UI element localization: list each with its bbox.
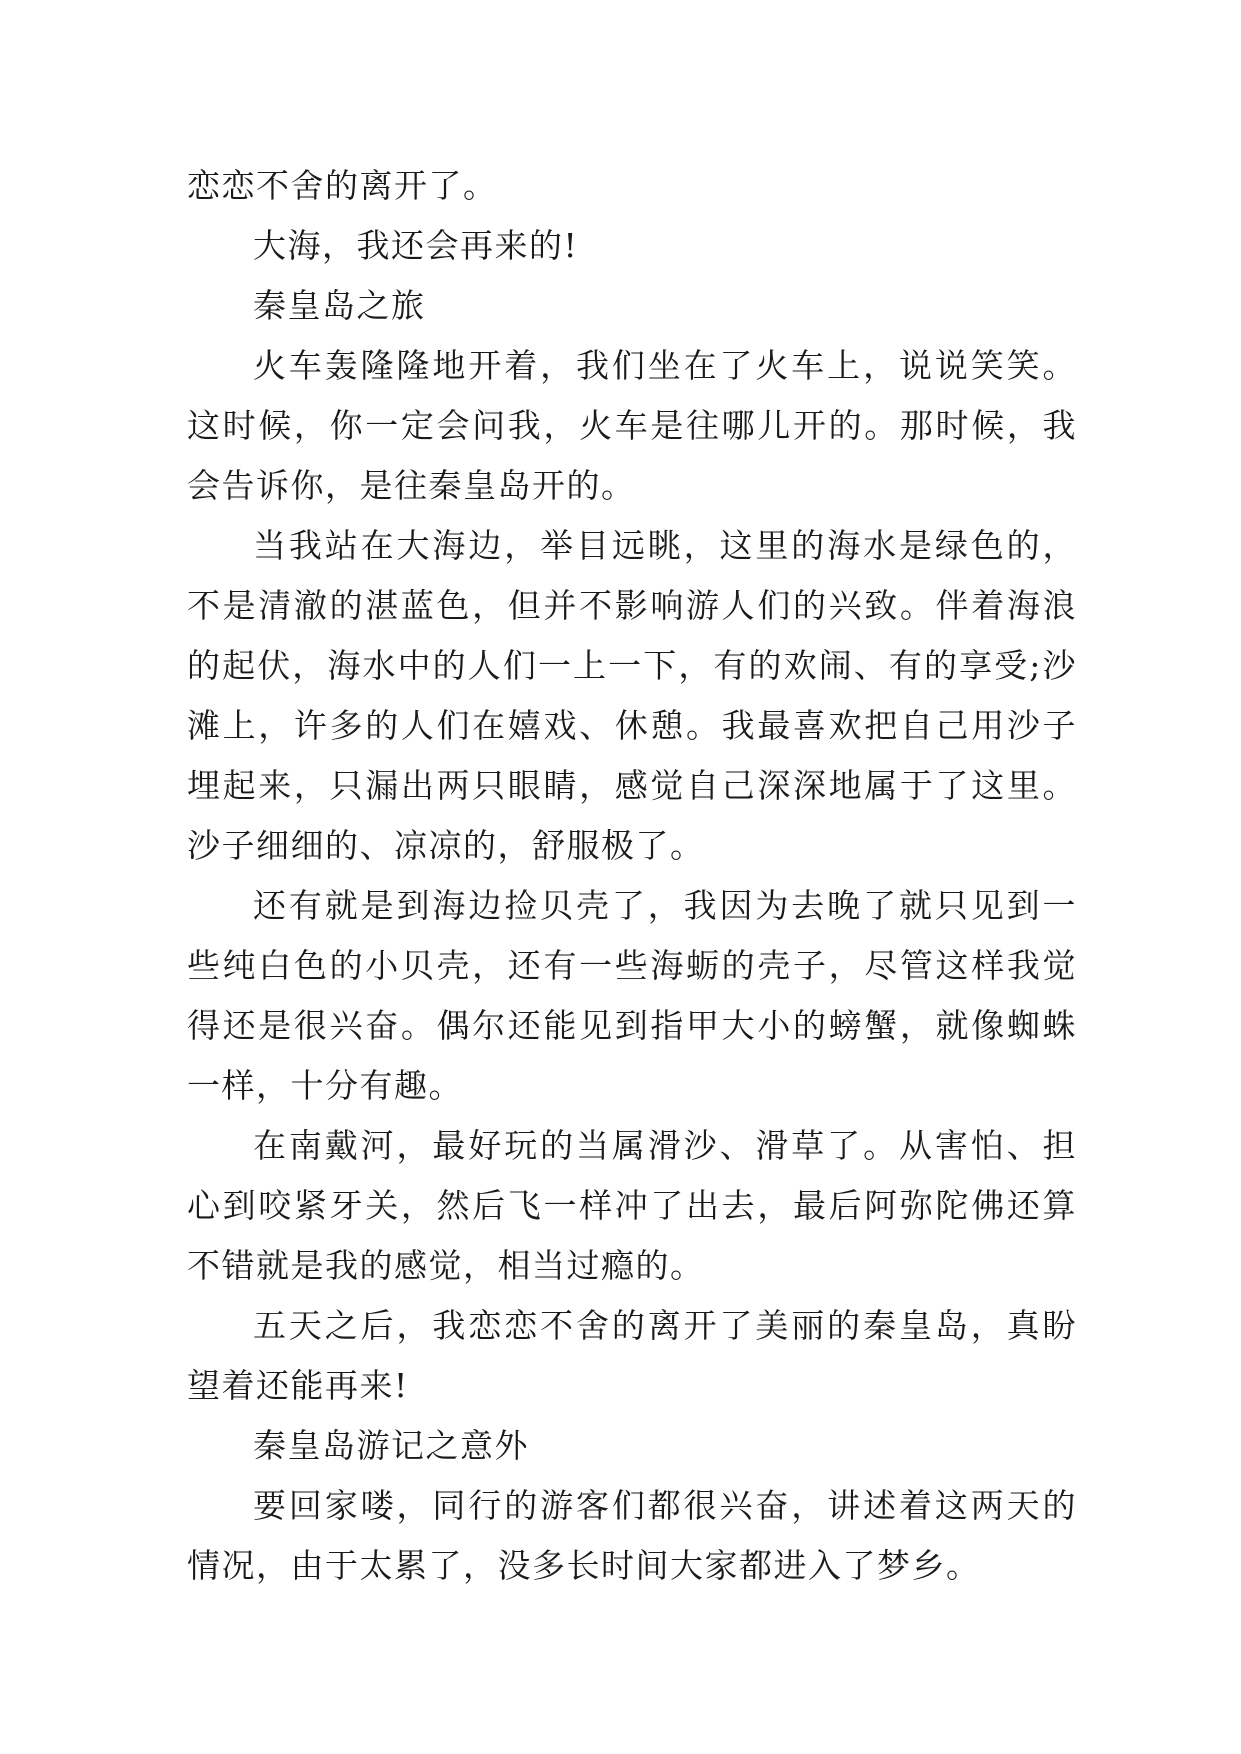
paragraph: 五天之后，我恋恋不舍的离开了美丽的秦皇岛，真盼望着还能再来! [187,1306,1077,1405]
section-heading: 秦皇岛游记之意外 [253,1426,529,1465]
paragraph: 当我站在大海边，举目远眺，这里的海水是绿色的，不是清澈的湛蓝色，但并不影响游人们的兴致。伴着海浪的起伏，海水中的人们一上一下，有的欢闹、有的享受;沙滩上，许多的人们在嬉戏、休憩。我最喜欢把自己用沙子埋起来，只漏出两只眼睛，感觉自己深深地属于了这里。沙子细细的、凉凉的，舒服极了。 [187,526,1077,865]
document-body [187,156,1077,1596]
paragraph: 恋恋不舍的离开了。 [187,166,498,205]
paragraph: 还有就是到海边捡贝壳了，我因为去晚了就只见到一些纯白色的小贝壳，还有一些海蛎的壳子，尽管这样我觉得还是很兴奋。偶尔还能见到指甲大小的螃蟹，就像蜘蛛一样，十分有趣。 [187,886,1077,1105]
section-heading: 秦皇岛之旅 [253,286,426,325]
paragraph: 火车轰隆隆地开着，我们坐在了火车上，说说笑笑。这时候，你一定会问我，火车是往哪儿开的。那时候，我会告诉你，是往秦皇岛开的。 [187,346,1077,505]
paragraph: 要回家喽，同行的游客们都很兴奋，讲述着这两天的情况，由于太累了，没多长时间大家都进入了梦乡。 [187,1486,1077,1585]
paragraph: 在南戴河，最好玩的当属滑沙、滑草了。从害怕、担心到咬紧牙关，然后飞一样冲了出去，最后阿弥陀佛还算不错就是我的感觉，相当过瘾的。 [187,1126,1077,1285]
paragraph: 大海，我还会再来的! [253,226,579,265]
